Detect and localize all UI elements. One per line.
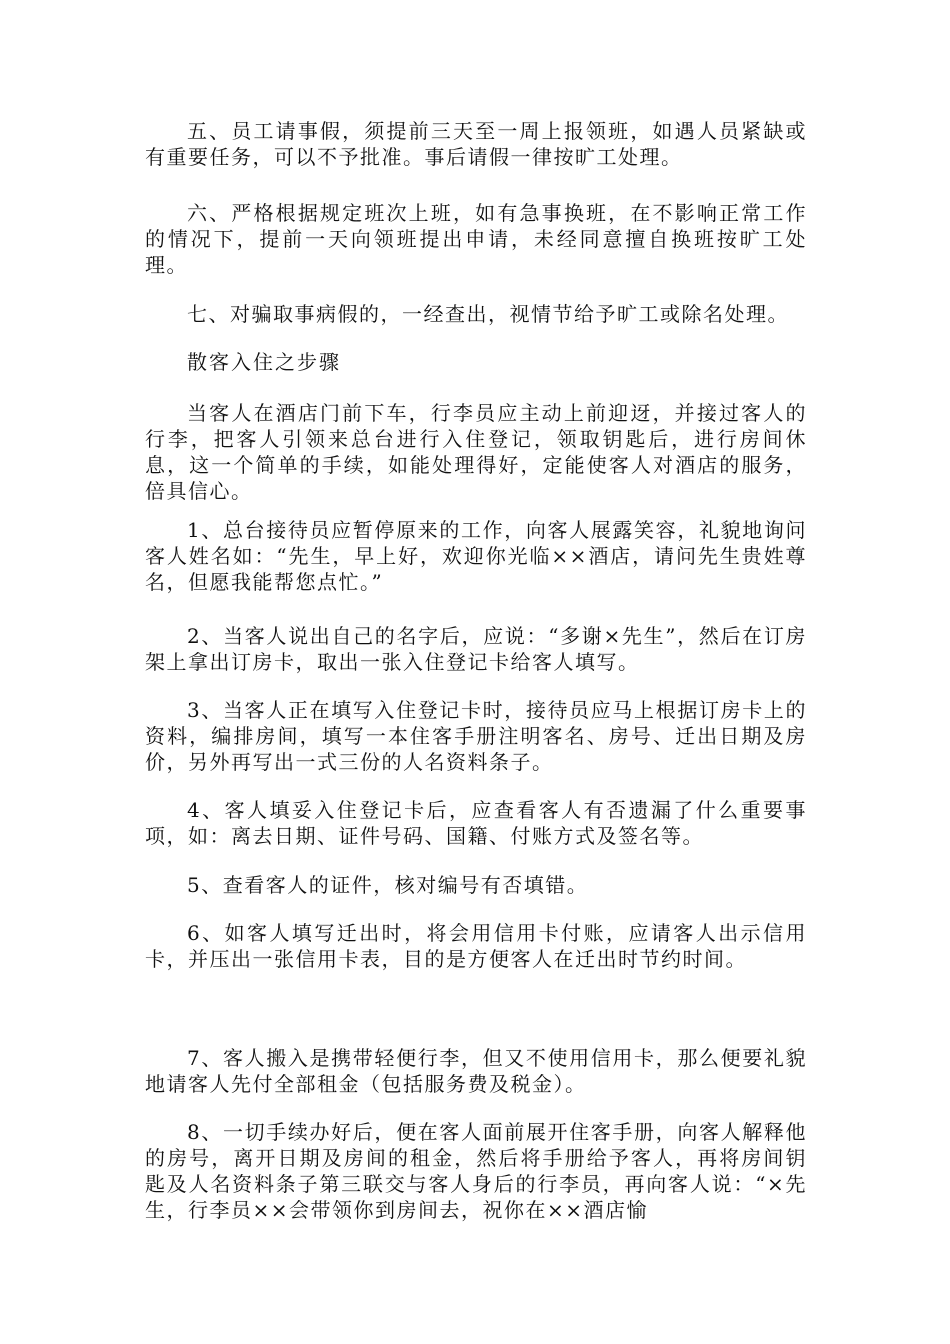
paragraph-step-3: 3、当客人正在填写入住登记卡时，接待员应马上根据订房卡上的资料，编排房间，填写一本住客手册注明客名、房号、迁出日期及房价，另外再写出一式三份的人名资料条子。 <box>145 698 807 774</box>
paragraph-intro: 当客人在酒店门前下车，行李员应主动上前迎迓，并接过客人的行李，把客人引领来总台进行入住登记，领取钥匙后，进行房间休息，这一个简单的手续，如能处理得好，定能使客人对酒店的服务，倍具信心。 <box>145 401 807 503</box>
paragraph-step-8: 8、一切手续办好后，便在客人面前展开住客手册，向客人解释他的房号，离开日期及房间的租金，然后将手册给予客人，再将房间钥匙及人名资料条子第三联交与客人身后的行李员，再向客人说：“×先生，行李员××会带领你到房间去，祝你在××酒店愉 <box>145 1120 807 1222</box>
paragraph-step-2: 2、当客人说出自己的名字后，应说：“多谢×先生”，然后在订房架上拿出订房卡，取出一张入住登记卡给客人填写。 <box>145 624 807 674</box>
section-heading: 散客入住之步骤 <box>187 350 341 374</box>
paragraph-step-1: 1、总台接待员应暂停原来的工作，向客人展露笑容，礼貌地询问客人姓名如：“先生，早上好，欢迎你光临××酒店，请问先生贵姓尊名，但愿我能帮您点忙。” <box>145 518 807 594</box>
paragraph-step-5: 5、查看客人的证件，核对编号有否填错。 <box>187 873 589 897</box>
paragraph-sick-leave-fraud: 七、对骗取事病假的，一经查出，视情节给予旷工或除名处理。 <box>187 302 789 326</box>
paragraph-shift-rules: 六、严格根据规定班次上班，如有急事换班，在不影响正常工作的情况下，提前一天向领班提出申请，未经同意擅自换班按旷工处理。 <box>145 201 807 277</box>
paragraph-step-6: 6、如客人填写迁出时，将会用信用卡付账，应请客人出示信用卡，并压出一张信用卡表，目的是方便客人在迁出时节约时间。 <box>145 921 807 971</box>
paragraph-step-7: 7、客人搬入是携带轻便行李，但又不使用信用卡，那么便要礼貌地请客人先付全部租金（包括服务费及税金）。 <box>145 1046 807 1096</box>
paragraph-leave-request: 五、员工请事假，须提前三天至一周上报领班，如遇人员紧缺或有重要任务，可以不予批准。事后请假一律按旷工处理。 <box>145 119 807 169</box>
paragraph-step-4: 4、客人填妥入住登记卡后，应查看客人有否遗漏了什么重要事项，如：离去日期、证件号码、国籍、付账方式及签名等。 <box>145 798 807 848</box>
